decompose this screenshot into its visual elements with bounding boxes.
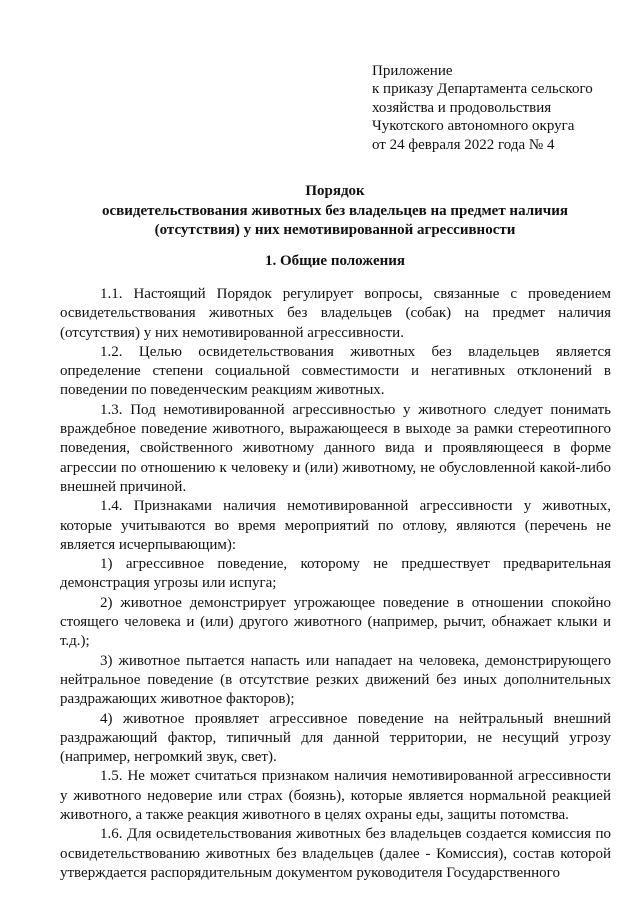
title-line: Порядок xyxy=(305,183,365,199)
paragraph-1-1: 1.1. Настоящий Порядок регулирует вопросы, связанные с проведением освидетельствования животных без владельцев (собак) на предмет наличия (отсутствия) у них немотивированной агрессивности. xyxy=(60,286,611,341)
appendix-line: от 24 февраля 2022 года № 4 xyxy=(372,136,555,153)
appendix-line: Чукотского автономного округа xyxy=(372,118,575,135)
paragraph-1-6: 1.6. Для освидетельствования животных без владельцев создается комиссия по освидетельствованию животных без владельцев (далее - Комиссия), состав которой утверждается распорядительным документом руководителя Государственного xyxy=(60,826,611,881)
title-line: (отсутствия) у них немотивированной агрессивности xyxy=(154,222,516,238)
appendix-line: Приложение xyxy=(372,63,453,79)
paragraph-1-3: 1.3. Под немотивированной агрессивностью у животного следует понимать враждебное поведение животного, выражающееся в выходе за рамки стереотипного поведения, свойственного животному данного вида и проявляющееся в форме агрессии по отношению к человеку и (или) животному, не обусловленной какой-либо внешней причиной. xyxy=(60,401,611,495)
list-item-3: 3) животное пытается напасть или нападает на человека, демонстрирующего нейтральное поведение (в отсутствие резких движений без иных дополнительных раздражающих животное факторов); xyxy=(60,652,611,708)
list-item-2: 2) животное демонстрирует угрожающее поведение в отношении спокойно стоящего человека и (или) другого животного (например, рычит, обнажает клыки и т.д.); xyxy=(60,594,611,650)
list-item-4: 4) животное проявляет агрессивное поведение на нейтральный внешний раздражающий фактор, типичный для данной территории, не несущий угрозу (например, негромкий звук, свет). xyxy=(60,710,611,766)
title-line: освидетельствования животных без владельцев на предмет наличия xyxy=(102,202,568,219)
section-heading: 1. Общие положения xyxy=(264,253,406,269)
appendix-line: хозяйства и продовольствия xyxy=(372,99,552,116)
appendix-block xyxy=(372,62,632,154)
paragraph-1-5: 1.5. Не может считаться признаком наличия немотивированной агрессивности у животного недоверие или страх (боязнь), которые является нормальной реакцией животного, а также реакция животного в целях охраны еды, защиты потомства. xyxy=(60,768,611,824)
document-body xyxy=(60,285,611,883)
paragraph-1-4: 1.4. Признаками наличия немотивированной агрессивности у животных, которые учитываются во время мероприятий по отлову, являются (перечень не является исчерпывающим): xyxy=(60,498,611,553)
document-title xyxy=(60,182,610,241)
paragraph-1-2: 1.2. Целью освидетельствования животных без владельцев является определение степени социальной совместимости и негативных отклонений в поведении по поведенческим реакциям животных. xyxy=(60,343,611,399)
list-item-1: 1) агрессивное поведение, которому не предшествует предварительная демонстрация угрозы или испуга; xyxy=(60,556,611,592)
appendix-line: к приказу Департамента сельского xyxy=(372,81,593,98)
